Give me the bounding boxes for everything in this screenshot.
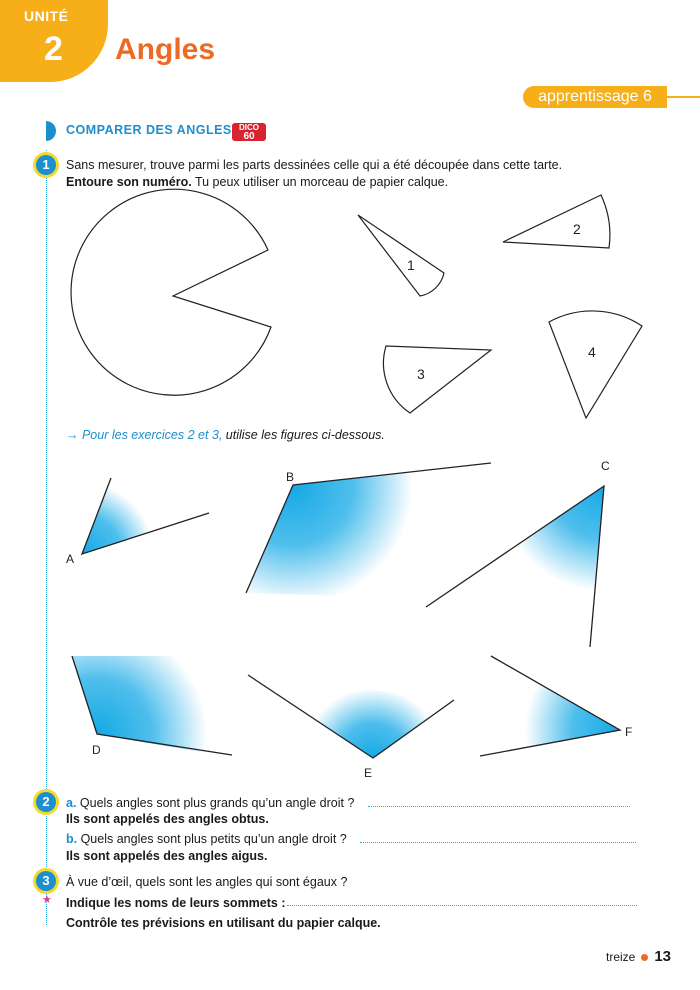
exercise-2b-definition: Ils sont appelés des angles aigus. [66,849,268,863]
page-footer [606,948,671,965]
note-rest: utilise les figures ci-dessous. [222,428,385,442]
exercise-1-instruction: Entoure son numéro. [66,175,192,189]
page-number: 13 [654,948,672,965]
piece-1-label: 1 [407,257,415,273]
angle-b-fill [246,463,491,600]
angle-a-label: A [66,552,75,566]
piece-2 [503,195,610,248]
footer-dot-icon [641,954,648,961]
exercise-2b-text: Quels angles sont plus petits qu’un angle droit ? [77,832,347,846]
difficulty-star-icon: ★ [42,894,52,906]
exercise-note [66,428,385,442]
exercise-2a-definition: Ils sont appelés des angles obtus. [66,812,269,826]
piece-3-label: 3 [417,366,425,382]
exercise-2b-label: b. [66,832,78,846]
piece-1 [358,215,444,296]
pie-shape [71,189,271,395]
note-colored: Pour les exercices 2 et 3, [78,428,223,442]
angle-f-fill [480,656,620,756]
exercise-2a-answer-field[interactable] [368,806,630,807]
page-word: treize [606,950,636,964]
exercise-2-number: 2 [36,792,56,812]
angle-f-label: F [625,725,633,739]
exercise-3-number: 3 [36,871,56,891]
section-title: COMPARER DES ANGLES [66,123,232,137]
exercise-2a-question [66,795,354,811]
piece-2-label: 2 [573,221,581,237]
dico-number: 60 [243,131,255,142]
angle-c-label: C [601,459,610,473]
piece-4 [549,311,642,418]
exercise-1-hint: Tu peux utiliser un morceau de papier calque. [191,175,449,189]
angle-e-fill [248,675,454,758]
unit-number: 2 [44,30,63,68]
exercise-1-line1: Sans mesurer, trouve parmi les parts dessinées celle qui a été découpée dans cette tarte. [66,158,563,172]
piece-4-label: 4 [588,344,596,360]
exercise-3-line2: Indique les noms de leurs sommets : [66,896,286,910]
exercise-1-number: 1 [36,155,56,175]
piece-3 [383,346,491,413]
note-arrow: → [66,428,79,442]
angle-b-label: B [286,470,295,484]
angle-e-label: E [364,766,373,780]
angle-a-fill [82,478,209,554]
lesson-badge: apprentissage 6 [523,86,667,108]
exercise-2b-answer-field[interactable] [360,842,636,843]
exercise-2a-text: Quels angles sont plus grands qu’un angle droit ? [76,796,355,810]
angle-d-label: D [92,743,101,757]
exercise-3-answer-field[interactable] [287,905,637,906]
exercise-2a-label: a. [66,796,77,810]
exercise-2b-question [66,831,347,847]
dico-label: DICO [239,123,259,132]
page-title: Angles [115,33,216,66]
exercise-3-line3: Contrôle tes prévisions en utilisant du papier calque. [66,916,381,930]
unit-label: UNITÉ [24,8,69,24]
exercise-3-line1: À vue d’œil, quels sont les angles qui sont égaux ? [66,875,348,889]
